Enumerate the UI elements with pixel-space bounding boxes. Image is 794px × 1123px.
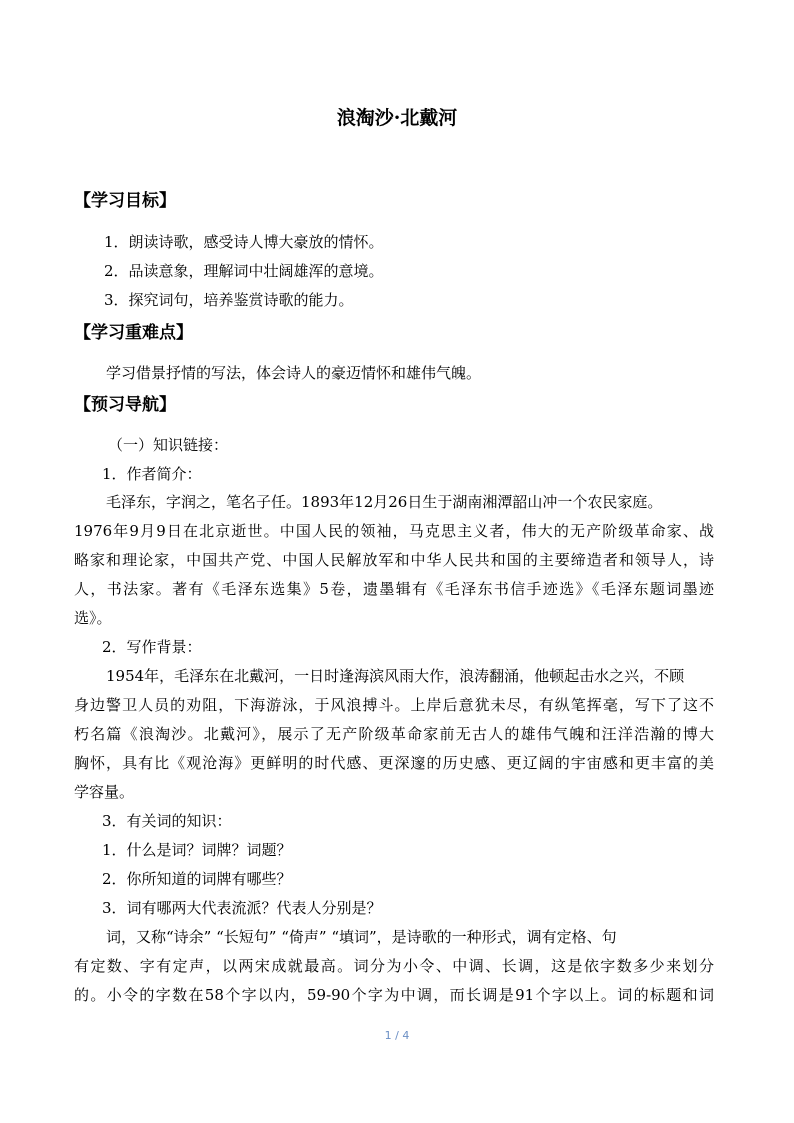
ci-paragraph-line: 词，又称“诗余” “长短句” “倚声” “填词”，是诗歌的一种形式，调有定格、句 — [106, 928, 617, 946]
ci-question: 1．什么是词？词牌？词题？ — [102, 841, 292, 859]
ci-paragraph-line: 有定数、字有定声，以两宋成就最高。词分为小令、中调、长调，这是依字数多少来划分 — [74, 957, 714, 975]
ci-knowledge-heading: 3．有关词的知识： — [102, 812, 232, 830]
author-paragraph-line: 毛泽东，字润之，笔名子任。1893年12月26日生于湖南湘潭韶山冲一个农民家庭。 — [106, 493, 663, 511]
author-paragraph-line: 人，书法家。著有《毛泽东选集》5卷，遗墨辑有《毛泽东书信手迹选》《毛泽东题词墨迹 — [74, 580, 714, 598]
keypoints-text: 学习借景抒情的写法，体会诗人的豪迈情怀和雄伟气魄。 — [106, 364, 482, 382]
background-paragraph-line: 朽名篇《浪淘沙。北戴河》，展示了无产阶级革命家前无古人的雄伟气魄和汪洋浩瀚的博大 — [74, 725, 714, 743]
author-heading: 1．作者简介： — [102, 465, 202, 483]
objective-item: 1．朗读诗歌，感受诗人博大豪放的情怀。 — [104, 233, 384, 251]
ci-paragraph-line: 的。小令的字数在58个字以内，59-90个字为中调，而长调是91个字以上。词的标题和词 — [74, 986, 714, 1004]
page-title: 浪淘沙·北戴河 — [336, 107, 458, 129]
author-paragraph-line: 1976年9月9日在北京逝世。中国人民的领袖，马克思主义者，伟大的无产阶级革命家、战 — [74, 522, 714, 540]
page-number: 1 / 4 — [384, 1029, 410, 1042]
section-heading-keypoints: 【学习重难点】 — [74, 323, 193, 343]
author-paragraph-line: 选》。 — [74, 609, 112, 627]
objective-item: 2．品读意象，理解词中壮阔雄浑的意境。 — [104, 262, 384, 280]
objective-item: 3．探究词句，培养鉴赏诗歌的能力。 — [104, 291, 354, 309]
background-paragraph-line: 身边警卫人员的劝阻，下海游泳，于风浪搏斗。上岸后意犹未尽，有纵笔挥毫，写下了这不 — [74, 696, 714, 714]
background-paragraph-line: 学容量。 — [74, 783, 135, 801]
knowledge-link-heading: （一）知识链接： — [108, 436, 229, 454]
section-heading-preview: 【预习导航】 — [74, 395, 176, 415]
ci-question: 3．词有哪两大代表流派？代表人分别是？ — [102, 899, 382, 917]
author-paragraph-line: 略家和理论家，中国共产党、中国人民解放军和中华人民共和国的主要缔造者和领导人，诗 — [74, 551, 714, 569]
background-paragraph-line: 1954年，毛泽东在北戴河，一日时逢海滨风雨大作，浪涛翻涌，他顿起击水之兴，不顾 — [106, 667, 685, 685]
ci-question: 2．你所知道的词牌有哪些？ — [102, 870, 292, 888]
background-heading: 2．写作背景： — [102, 638, 202, 656]
background-paragraph-line: 胸怀，具有比《观沧海》更鲜明的时代感、更深邃的历史感、更辽阔的宇宙感和更丰富的美 — [74, 754, 714, 772]
section-heading-objectives: 【学习目标】 — [74, 191, 176, 211]
